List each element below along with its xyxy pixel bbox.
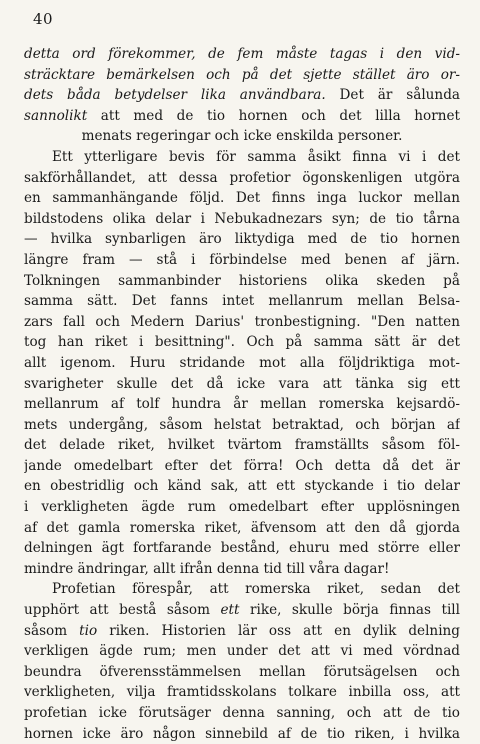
text-line: verkligheten, vilja framtidsskolans tolkare inbilla oss, att <box>24 684 460 701</box>
text-line: menats regeringar och icke enskilda personer. <box>81 128 403 145</box>
text-line: det delade riket, hvilket tvärtom framställts såsom föl- <box>24 437 460 454</box>
text-line: beundra öfverensstämmelsen mellan förutsägelsen och <box>24 663 460 680</box>
text-line: såsom tio riken. Historien lär oss att en dylik delning <box>24 622 460 639</box>
text-line: sträcktare bemärkelsen och på det sjette stället äro or- <box>24 66 460 83</box>
text-line: delningen ägt fortfarande bestånd, ehuru med större eller <box>24 540 460 557</box>
text-line: samma sätt. Det fanns intet mellanrum mellan Belsa- <box>24 293 460 310</box>
text-line: upphört att bestå såsom ett rike, skulle börja finnas till <box>24 602 460 619</box>
text-line: bildstodens olika delar i Nebukadnezars syn; de tio tårna <box>24 210 460 227</box>
text-line: profetian icke förutsäger denna sanning, och att de tio <box>24 705 460 721</box>
page-number: 40 <box>33 10 54 28</box>
text-line: dets båda betydelser lika användbara. Det är sålunda <box>24 87 460 104</box>
text-line: hornen icke äro någon sinnebild af de tio riken, i hvilka <box>24 725 460 742</box>
text-line: mets undergång, såsom helstat betraktad, och början af <box>24 416 460 433</box>
text-line: verkligen ägde rum; men under det att vi med vördnad <box>24 643 460 660</box>
text-line: i verkligheten ägde rum omedelbart efter upplösningen <box>24 499 460 516</box>
text-line: tog han riket i besittning". Och på samma sätt är det <box>24 334 460 351</box>
text-line: längre fram — stå i förbindelse med benen af järn. <box>24 251 460 268</box>
text-line: mellanrum af tolf hundra år mellan romerska kejsardö- <box>24 396 460 413</box>
text-line: en sammanhängande följd. Det finns inga luckor mellan <box>24 190 460 207</box>
body-text <box>24 44 460 744</box>
text-line: Profetian förespår, att romerska riket, sedan det <box>52 581 460 598</box>
text-line: Ett ytterligare bevis för samma åsikt finna vi i det <box>52 148 460 165</box>
text-line: mindre ändringar, allt ifrån denna tid till våra dagar! <box>24 560 390 577</box>
text-line: jande omedelbart efter det förra! Och detta då det är <box>24 457 460 474</box>
text-line: en obestridlig och känd sak, att ett styckande i tio delar <box>24 478 460 495</box>
text-line: zars fall och Medern Darius' tronbestigning. "Den natten <box>24 313 460 330</box>
text-line: sakförhållandet, att dessa profetior ögonskenligen utgöra <box>24 169 460 186</box>
text-line: sannolikt att med de tio hornen och det lilla hornet <box>24 107 460 124</box>
text-line: — hvilka synbarligen äro liktydiga med de tio hornen <box>24 231 460 248</box>
text-line: allt igenom. Huru stridande mot alla följdriktiga mot- <box>24 354 460 371</box>
text-line: detta ord förekommer, de fem måste tagas i den vid- <box>24 46 460 62</box>
text-line: Tolkningen sammanbinder historiens olika skeden på <box>24 272 460 289</box>
text-line: af det gamla romerska riket, äfvensom att den då gjorda <box>24 519 460 536</box>
text-line: svarigheter skulle det då icke vara att tänka sig ett <box>24 375 460 392</box>
